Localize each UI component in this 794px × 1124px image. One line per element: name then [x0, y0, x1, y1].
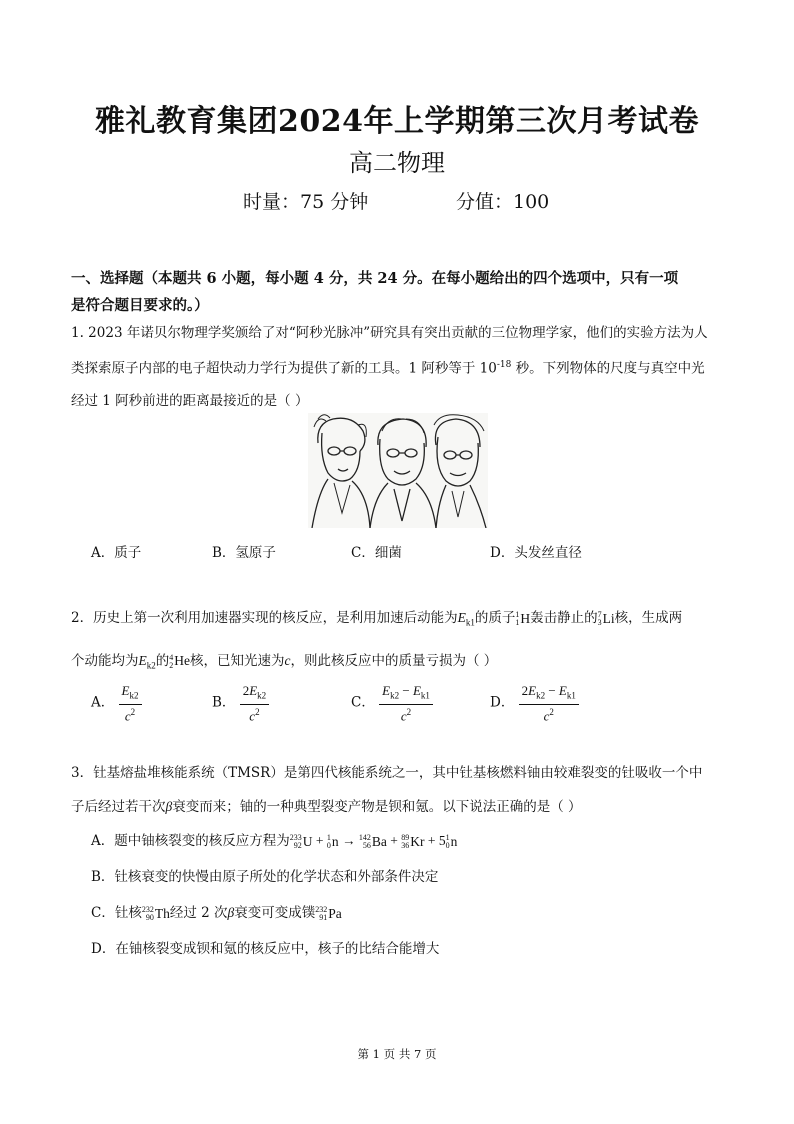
exam-subject: 高二物理 [349, 149, 445, 177]
q3-option-a[interactable]: A．题中铀核裂变的核反应方程为233 92U + 1 0n → 142 56Ba + 89 36Kr + 51 0n [91, 825, 731, 858]
nuclide-u: 233 92U [289, 833, 313, 851]
q1-option-a[interactable]: A．质子 [91, 545, 142, 561]
nuclide-kr: 89 36Kr [401, 833, 425, 851]
protactinium-nuclide [315, 905, 342, 921]
exam-score: 分值：100 [456, 191, 550, 213]
proton-nuclide: 1 1H [515, 610, 531, 628]
q2-options [0, 683, 794, 723]
fission-equation: 233 92U + 1 0n → 142 56Ba + 89 36Kr + 51 0n [290, 833, 458, 849]
q2-option-a[interactable]: A． $\frac{E_{k2}}{c^2}$ [91, 683, 142, 723]
q1-exponent: -18 [496, 360, 512, 370]
question-3 [71, 757, 727, 823]
q2-ek1: $E_{k1}$ [457, 610, 475, 628]
q3-option-c[interactable]: C．钍核232 90Th经过 2 次β衰变可变成镤232 91Pa [91, 897, 731, 930]
q2-line2: 个动能均为$E_{k2}$的4 2He核，已知光速为c，则此核反应中的质量亏损为（ ） [71, 645, 727, 682]
nuclide-ba: 142 56Ba [358, 833, 387, 851]
nuclide-pa: 232 91Pa [315, 905, 342, 923]
q2-option-d[interactable]: D． $\frac{2E_{k2} - E_{k1}}{c^2}$ [490, 683, 579, 723]
portrait-drawing [308, 413, 488, 528]
q1-option-d[interactable]: D．头发丝直径 [490, 545, 582, 561]
helium-nuclide: 4 2He [169, 653, 190, 671]
q1-option-c[interactable]: C．细菌 [351, 545, 402, 561]
thorium-nuclide [142, 905, 170, 921]
nobel-laureates-portrait [308, 413, 488, 528]
q1-line1: 1. 2023 年诺贝尔物理学奖颁给了对“阿秒光脉冲”研究具有突出贡献的三位物理学家，他们的实验方法为人 [71, 325, 708, 341]
section-heading-line1: 一、选择题（本题共 6 小题，每小题 4 分，共 24 分。在每小题给出的四个选项中，只有一项 [71, 270, 679, 287]
q2-ek2: $E_{k2}$ [138, 652, 156, 671]
q3-option-d[interactable]: D．在铀核裂变成钡和氪的核反应中，核子的比结合能增大 [91, 941, 440, 957]
q1-line3: 经过 1 阿秒前进的距离最接近的是（ ） [71, 392, 309, 409]
beta-symbol: β [165, 799, 173, 814]
nuclide-n: 1 0n [445, 833, 458, 851]
lithium-nuclide: 7 3Li [597, 610, 615, 628]
question-1 [71, 317, 727, 417]
q2-speed-of-light: c [284, 652, 291, 668]
question-2 [71, 602, 727, 681]
q2-option-c[interactable]: C． $\frac{E_{k2} - E_{k1}}{c^2}$ [351, 683, 433, 723]
page-footer: 第 1 页 共 7 页 [357, 1047, 437, 1061]
q3-option-b[interactable]: B．钍核衰变的快慢由原子所处的化学状态和外部条件决定 [91, 869, 439, 885]
exam-title: 雅礼教育集团2024年上学期第三次月考试卷 [95, 104, 699, 139]
exam-time: 时量：75 分钟 [243, 191, 369, 213]
q3-line1: 3．钍基熔盐堆核能系统（TMSR）是第四代核能系统之一，其中钍基核燃料铀由较难裂变的钍吸收一个中 [71, 765, 703, 781]
q1-line2: 类探索原子内部的电子超快动力学行为提供了新的工具。1 阿秒等于 $10^{-18}$ 秒。下列物体的尺度与真空中光 [71, 360, 705, 377]
section-heading [71, 265, 731, 319]
q2-line1: 2．历史上第一次利用加速器实现的核反应，是利用加速后动能为$E_{k1}$的质子1 1H轰击静止的7 3Li核，生成两 [71, 602, 727, 639]
q1-option-b[interactable]: B．氢原子 [212, 545, 276, 561]
q3-line2: 子后经过若干次β衰变而来；铀的一种典型裂变产物是钡和氪。以下说法正确的是（ ） [71, 799, 582, 815]
q2-option-b[interactable]: B． $\frac{2E_{k2}}{c^2}$ [212, 683, 269, 723]
nuclide-n: 1 0n [326, 833, 339, 851]
section-heading-line2: 是符合题目要求的。） [71, 297, 209, 314]
beta-symbol: β [227, 905, 235, 920]
nuclide-th: 232 90Th [141, 905, 170, 923]
